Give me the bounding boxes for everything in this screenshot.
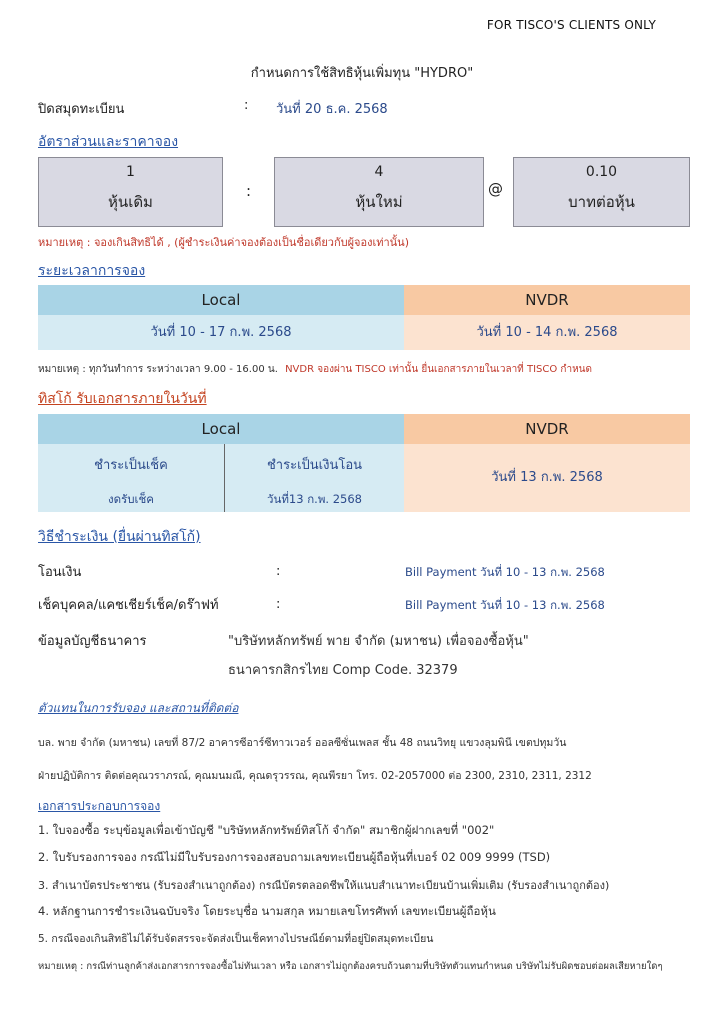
old-share-box: [38, 157, 223, 227]
agent-address: บล. พาย จำกัด (มหาชน) เลขที่ 87/2 อาคารซีอาร์ซีทาวเวอร์ ออลซีซั่นเพลส ชั้น 48 ถนนวิทยุ แขวงลุมพินี เขตปทุมวัน: [38, 737, 567, 749]
payment-transfer-colon: :: [276, 564, 281, 579]
ratio-at: @: [488, 180, 503, 198]
document-item-1: 1. ใบจองซื้อ ระบุข้อมูลเพื่อเข้าบัญชี "บริษัทหลักทรัพย์ทิสโก้ จำกัด" สมาชิกผู้ฝากเลขที่ "002": [38, 823, 495, 837]
period-local-header: Local: [38, 285, 404, 315]
docs-transfer-cell: [225, 444, 404, 512]
docs-transfer-value: วันที่13 ก.พ. 2568: [267, 492, 362, 506]
payment-cheque-label: เช็คบุคคล/แคชเชียร์เช็ค/ดร๊าฟท์: [38, 598, 219, 613]
documents-heading: เอกสารประกอบการจอง: [38, 799, 161, 813]
period-note-nvdr: NVDR จองผ่าน TISCO เท่านั้น ยื่นเอกสารภายในเวลาที่ TISCO กำหนด: [285, 364, 592, 375]
docs-cheque-cell: [38, 444, 225, 512]
bank-info-label: ข้อมูลบัญชีธนาคาร: [38, 634, 147, 649]
payment-transfer-value: Bill Payment วันที่ 10 - 13 ก.พ. 2568: [405, 565, 605, 579]
documents-footnote: หมายเหตุ : กรณีท่านลูกค้าส่งเอกสารการจองซื้อไม่ทันเวลา หรือ เอกสารไม่ถูกต้องครบถ้วนตามที่บริษัทตัวแทนกำหนด บริษัทไม่รับผิดชอบต่อผลเสียหายใดๆ: [38, 961, 663, 972]
price-box: [513, 157, 690, 227]
price-unit: บาทต่อหุ้น: [568, 193, 635, 211]
book-close-date: วันที่ 20 ธ.ค. 2568: [276, 102, 388, 117]
docs-nvdr-value: วันที่ 13 ก.พ. 2568: [404, 444, 690, 512]
payment-transfer-label: โอนเงิน: [38, 565, 82, 580]
docs-cheque-label: ชำระเป็นเช็ค: [94, 458, 168, 473]
new-share-box: [274, 157, 484, 227]
document-item-2: 2. ใบรับรองการจอง กรณีไม่มีใบรับรองการจองสอบถามเลขทะเบียนผู้ถือหุ้นที่เบอร์ 02 009 9999 (TSD): [38, 850, 551, 864]
book-close-colon: :: [244, 98, 249, 113]
period-heading: ระยะเวลาการจอง: [38, 263, 146, 279]
docs-local-header: Local: [38, 414, 404, 444]
document-item-3: 3. สำเนาบัตรประชาชน (รับรองสำเนาถูกต้อง) กรณีบัตรตลอดชีพให้แนบสำเนาทะเบียนบ้านเพิ่มเติม (รับรองสำเนาถูกต้อง): [38, 879, 610, 892]
docs-cheque-value: งดรับเช็ค: [108, 492, 154, 506]
document-item-5: 5. กรณีจองเกินสิทธิไม่ได้รับจัดสรรจะจัดส่งเป็นเช็คทางไปรษณีย์ตามที่อยู่ปิดสมุดทะเบียน: [38, 933, 434, 945]
bank-account-name: "บริษัทหลักทรัพย์ พาย จำกัด (มหาชน) เพื่อจองซื้อหุ้น": [228, 634, 529, 649]
period-note: [38, 362, 592, 377]
ratio-heading: อัตราส่วนและราคาจอง: [38, 134, 179, 150]
period-local-dates: วันที่ 10 - 17 ก.พ. 2568: [38, 315, 404, 350]
docs-nvdr-header: NVDR: [404, 414, 690, 444]
new-share-unit: หุ้นใหม่: [355, 193, 403, 211]
docs-transfer-label: ชำระเป็นเงินโอน: [266, 458, 363, 473]
document-item-4: 4. หลักฐานการชำระเงินฉบับจริง โดยระบุชื่อ นามสกุล หมายเลขโทรศัพท์ เลขทะเบียนผู้ถือหุ้น: [38, 904, 496, 918]
agent-heading: ตัวแทนในการรับจอง และสถานที่ติดต่อ: [38, 701, 239, 715]
client-only-label: FOR TISCO'S CLIENTS ONLY: [486, 18, 656, 32]
old-share-number: 1: [126, 164, 135, 180]
tisco-docs-heading: ทิสโก้ รับเอกสารภายในวันที่: [38, 391, 207, 407]
new-share-number: 4: [374, 164, 384, 180]
period-nvdr-dates: วันที่ 10 - 14 ก.พ. 2568: [404, 315, 690, 350]
period-nvdr-header: NVDR: [404, 285, 690, 315]
payment-heading: วิธีชำระเงิน (ยื่นผ่านทิสโก้): [38, 529, 201, 545]
agent-contact: ฝ่ายปฏิบัติการ ติดต่อคุณวราภรณ์, คุณมนมณี, คุณดรุวรรณ, คุณพีรยา โทร. 02-2057000 ต่อ 2300, 2310, 2311, 2312: [38, 770, 592, 782]
book-close-label: ปิดสมุดทะเบียน: [38, 102, 125, 117]
price-number: 0.10: [585, 164, 618, 180]
bank-comp-code: ธนาคารกสิกรไทย Comp Code. 32379: [228, 663, 458, 678]
period-note-hours: หมายเหตุ : ทุกวันทำการ ระหว่างเวลา 9.00 - 16.00 น.: [38, 364, 278, 375]
payment-cheque-colon: :: [276, 597, 281, 612]
payment-cheque-value: Bill Payment วันที่ 10 - 13 ก.พ. 2568: [405, 598, 605, 612]
old-share-unit: หุ้นเดิม: [108, 193, 153, 211]
ratio-colon: :: [246, 182, 252, 200]
ratio-note: หมายเหตุ : จองเกินสิทธิได้ , (ผู้ชำระเงินค่าจองต้องเป็นชื่อเดียวกับผู้จองเท่านั้น): [38, 236, 409, 249]
page-title: กำหนดการใช้สิทธิหุ้นเพิ่มทุน "HYDRO": [250, 66, 474, 81]
